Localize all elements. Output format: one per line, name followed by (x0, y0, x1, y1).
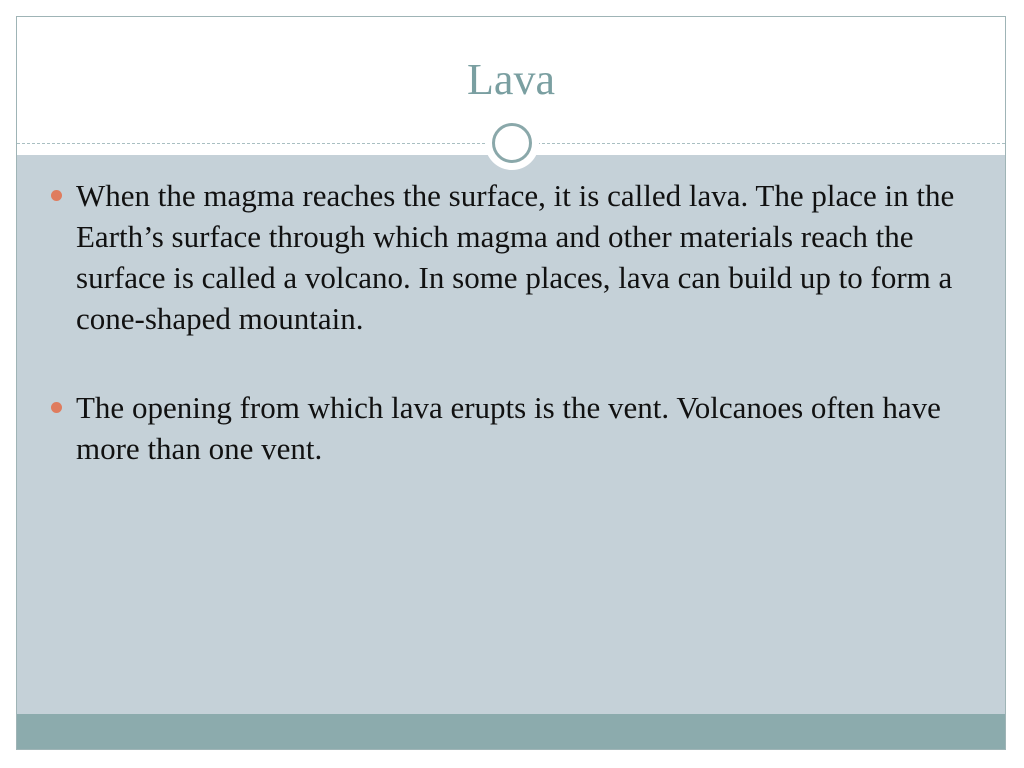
bullet-text: When the magma reaches the surface, it is called lava. The place in the Earth’s surface through which magma and other materials reach the surface is called a volcano. In some places, lava can build up to form a cone-shaped mountain. (76, 178, 955, 336)
bullet-text: The opening from which lava erupts is the vent. Volcanoes often have more than one vent. (76, 390, 941, 466)
bullet-dot-icon (51, 190, 62, 201)
slide-title: Lava (467, 55, 555, 104)
footer-bar (17, 714, 1005, 749)
bullet-dot-icon (51, 402, 62, 413)
bullet-item (47, 387, 982, 469)
circle-ornament-ring-icon (492, 123, 532, 163)
bullet-list (47, 175, 982, 517)
bullet-item (47, 175, 982, 339)
slide (16, 16, 1006, 750)
